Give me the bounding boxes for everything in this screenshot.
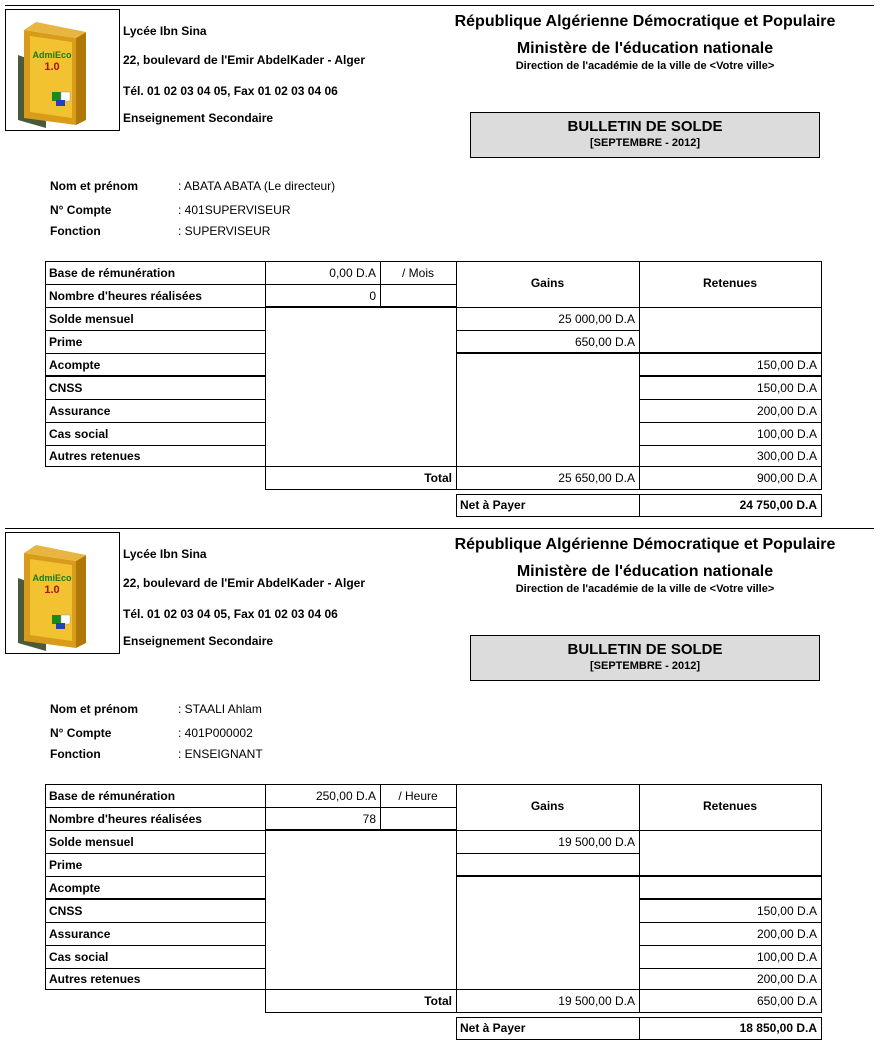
employee-role: : SUPERVISEUR	[178, 224, 271, 238]
table-rule	[45, 445, 266, 446]
gains-header: Gains	[530, 276, 565, 290]
table-rule	[639, 422, 822, 423]
table-rule	[265, 807, 457, 808]
table-rule	[639, 968, 822, 969]
total-retenues: 900,00 D.A	[756, 471, 817, 485]
table-row-label: Assurance	[49, 927, 111, 941]
net-value: 18 850,00 D.A	[739, 1021, 817, 1035]
base-label: Base de rémunération	[49, 266, 176, 280]
table-rule	[45, 375, 266, 377]
table-rule	[45, 353, 266, 354]
table-row-label: Solde mensuel	[49, 312, 134, 326]
table-rule	[639, 375, 822, 377]
account-label: N° Compte	[50, 203, 112, 217]
table-rule	[456, 330, 640, 331]
direction-subtitle: Direction de l'académie de la ville de <Votre ville>	[515, 583, 775, 595]
table-rule	[45, 784, 46, 990]
account-number: : 401P000002	[178, 726, 253, 740]
table-rule	[265, 284, 457, 285]
total-gains: 25 650,00 D.A	[558, 471, 635, 485]
table-rule	[45, 922, 266, 923]
table-rule	[821, 494, 822, 517]
direction-subtitle: Direction de l'académie de la ville de <Votre ville>	[515, 60, 775, 72]
table-rule	[265, 306, 457, 308]
table-rule	[456, 853, 640, 854]
republic-title: République Algérienne Démocratique et Populaire	[454, 536, 836, 553]
base-value: 250,00 D.A	[315, 789, 376, 803]
table-row-retenue: 100,00 D.A	[756, 427, 817, 441]
table-row-gain: 650,00 D.A	[574, 335, 635, 349]
bulletin-title: BULLETIN DE SOLDE	[567, 118, 723, 135]
table-row-label: Cas social	[49, 427, 109, 441]
table-row-gain: 19 500,00 D.A	[558, 835, 635, 849]
table-rule	[639, 945, 822, 946]
table-row-label: Prime	[49, 335, 83, 349]
table-rule	[45, 261, 46, 467]
table-rule	[639, 445, 822, 446]
table-row-label: CNSS	[49, 904, 83, 918]
table-rule	[456, 784, 457, 1013]
ministry-title: Ministère de l'éducation nationale	[516, 563, 774, 580]
table-rule	[380, 261, 381, 308]
role-label: Fonction	[50, 224, 101, 238]
total-label: Total	[424, 994, 452, 1008]
total-label: Total	[424, 471, 452, 485]
table-rule	[45, 989, 266, 990]
table-rule	[456, 1017, 457, 1040]
school-level: Enseignement Secondaire	[123, 634, 274, 648]
table-row-retenue: 200,00 D.A	[756, 972, 817, 986]
table-row-label: Acompte	[49, 358, 101, 372]
school-contact: Tél. 01 02 03 04 05, Fax 01 02 03 04 06	[123, 84, 338, 98]
table-rule	[265, 989, 822, 990]
table-rule	[45, 330, 266, 331]
table-rule	[639, 352, 822, 354]
base-unit: / Mois	[401, 266, 434, 280]
republic-title: République Algérienne Démocratique et Populaire	[454, 13, 836, 30]
total-gains: 19 500,00 D.A	[558, 994, 635, 1008]
gains-header: Gains	[530, 799, 565, 813]
bulletin-title: BULLETIN DE SOLDE	[567, 641, 723, 658]
table-rule	[456, 352, 640, 354]
table-rule	[45, 422, 266, 423]
table-rule	[456, 494, 457, 517]
svg-text:1.0: 1.0	[44, 584, 60, 596]
table-rule	[380, 784, 381, 831]
table-rule	[45, 945, 266, 946]
ministry-title: Ministère de l'éducation nationale	[516, 40, 774, 57]
hours-value: 0	[369, 289, 376, 303]
table-rule	[45, 898, 266, 900]
name-label: Nom et prénom	[50, 702, 139, 716]
net-label: Net à Payer	[460, 498, 526, 512]
school-address: 22, boulevard de l'Emir AbdelKader - Alger	[123, 53, 366, 67]
hours-label: Nombre d'heures réalisées	[49, 289, 202, 303]
table-row-retenue: 100,00 D.A	[756, 950, 817, 964]
table-rule	[456, 261, 457, 490]
school-name: Lycée Ibn Sina	[123, 24, 207, 38]
table-row-retenue: 300,00 D.A	[756, 449, 817, 463]
svg-text:1.0: 1.0	[44, 61, 60, 73]
pay-slip	[0, 523, 880, 1046]
table-row-label: Cas social	[49, 950, 109, 964]
bulletin-period: [SEPTEMBRE - 2012]	[589, 137, 701, 149]
total-retenues: 650,00 D.A	[756, 994, 817, 1008]
table-rule	[45, 466, 266, 467]
school-address: 22, boulevard de l'Emir AbdelKader - Alger	[123, 576, 366, 590]
table-rule	[821, 1017, 822, 1040]
employee-name: : ABATA ABATA (Le directeur)	[178, 179, 336, 193]
table-rule	[45, 968, 266, 969]
table-rule	[45, 284, 266, 285]
name-label: Nom et prénom	[50, 179, 139, 193]
table-row-retenue: 150,00 D.A	[756, 381, 817, 395]
table-row-retenue: 150,00 D.A	[756, 904, 817, 918]
retenues-header: Retenues	[702, 276, 758, 290]
table-row-retenue: 150,00 D.A	[756, 358, 817, 372]
table-rule	[45, 784, 266, 785]
table-rule	[45, 399, 266, 400]
table-rule	[45, 307, 266, 308]
bulletin-period: [SEPTEMBRE - 2012]	[589, 660, 701, 672]
base-unit: / Heure	[398, 789, 438, 803]
salary-table	[0, 523, 880, 1046]
table-rule	[45, 876, 266, 877]
table-rule	[45, 261, 266, 262]
table-row-label: Prime	[49, 858, 83, 872]
base-value: 0,00 D.A	[329, 266, 376, 280]
school-name: Lycée Ibn Sina	[123, 547, 207, 561]
table-row-label: Assurance	[49, 404, 111, 418]
pay-slip	[0, 0, 880, 523]
base-label: Base de rémunération	[49, 789, 176, 803]
role-label: Fonction	[50, 747, 101, 761]
table-row-label: Autres retenues	[49, 449, 141, 463]
table-rule	[45, 830, 266, 831]
table-rule	[45, 853, 266, 854]
table-rule	[639, 922, 822, 923]
school-level: Enseignement Secondaire	[123, 111, 274, 125]
table-row-retenue: 200,00 D.A	[756, 404, 817, 418]
table-rule	[265, 466, 822, 467]
svg-text:AdmiEco: AdmiEco	[32, 50, 72, 60]
table-rule	[265, 489, 822, 490]
hours-value: 78	[362, 812, 376, 826]
table-row-label: Acompte	[49, 881, 101, 895]
table-rule	[265, 784, 457, 785]
table-rule	[639, 1017, 640, 1040]
account-number: : 401SUPERVISEUR	[178, 203, 291, 217]
table-row-gain: 25 000,00 D.A	[558, 312, 635, 326]
table-row-label: Autres retenues	[49, 972, 141, 986]
hours-label: Nombre d'heures réalisées	[49, 812, 202, 826]
table-rule	[639, 875, 822, 877]
net-label: Net à Payer	[460, 1021, 526, 1035]
employee-role: : ENSEIGNANT	[178, 747, 263, 761]
salary-table	[0, 0, 880, 523]
table-rule	[639, 494, 640, 517]
svg-text:AdmiEco: AdmiEco	[32, 573, 72, 583]
net-value: 24 750,00 D.A	[739, 498, 817, 512]
table-rule	[639, 399, 822, 400]
table-row-label: CNSS	[49, 381, 83, 395]
account-label: N° Compte	[50, 726, 112, 740]
school-contact: Tél. 01 02 03 04 05, Fax 01 02 03 04 06	[123, 607, 338, 621]
table-rule	[456, 875, 640, 877]
table-rule	[265, 261, 457, 262]
table-rule	[639, 898, 822, 900]
retenues-header: Retenues	[702, 799, 758, 813]
table-rule	[265, 1012, 822, 1013]
table-row-label: Solde mensuel	[49, 835, 134, 849]
table-rule	[45, 807, 266, 808]
employee-name: : STAALI Ahlam	[178, 702, 262, 716]
table-rule	[265, 829, 457, 831]
table-row-retenue: 200,00 D.A	[756, 927, 817, 941]
